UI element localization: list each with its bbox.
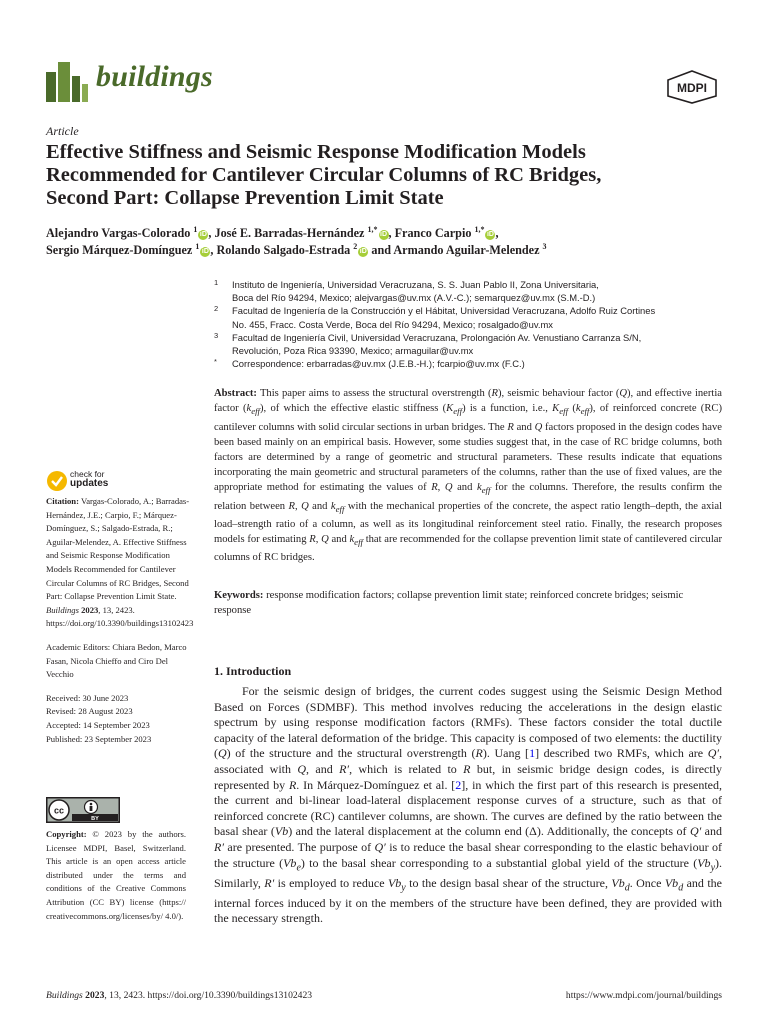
keywords: Keywords: response modification factors; collapse prevention limit state; reinforced concrete bridges; seismic response bbox=[214, 590, 684, 617]
author-name: José E. Barradas-Hernández bbox=[214, 226, 365, 240]
correspondence-item: * Correspondence: erbarradas@uv.mx (J.E.B.-H.); fcarpio@uv.mx (F.C.) bbox=[214, 357, 525, 370]
check-updates-icon bbox=[46, 470, 68, 492]
mdpi-logo-icon bbox=[666, 70, 718, 104]
article-type: Article bbox=[46, 124, 79, 138]
author-name: Franco Carpio bbox=[394, 226, 472, 240]
title-line: Recommended for Cantilever Circular Columns of RC Bridges, bbox=[46, 164, 602, 186]
copyright-notice: Copyright: © 2023 by the authors. Licensee MDPI, Basel, Switzerland. This article is an open access article distributed under the terms and conditions of the Creative Commons Attribution (CC BY) license (https:// creativecommons.org/licenses/by/ 4.0/). bbox=[46, 829, 186, 921]
orcid-icon[interactable]: iD bbox=[486, 231, 494, 238]
footer-journal-url[interactable]: https://www.mdpi.com/journal/buildings bbox=[565, 990, 722, 1001]
dates-block: Received: 30 June 2023 Revised: 28 August 2023 Accepted: 14 September 2023 Published: 23 September 2023 bbox=[46, 692, 152, 744]
orcid-icon[interactable]: iD bbox=[380, 231, 387, 238]
academic-editors: Academic Editors: Chiara Bedon, Marco Fasan, Nicola Chieffo and Ciro Del Vecchio bbox=[46, 641, 187, 680]
title-line: Second Part: Collapse Prevention Limit State bbox=[46, 187, 444, 209]
author-name: and Armando Aguilar-Melendez bbox=[371, 243, 540, 257]
affiliation-item: 2 Facultad de Ingeniería de la Construcción y el Hábitat, Universidad Veracruzana, Adolfo Ruiz Cortines No. 455, Fracc. Costa Verde, Boca del Río 94294, Mexico; rosalgado@uv.mx bbox=[214, 304, 656, 330]
cc-by-license-icon[interactable] bbox=[46, 797, 120, 823]
footer-citation: Buildings 2023, 13, 2423. https://doi.org/10.3390/buildings13102423 bbox=[46, 990, 313, 1001]
author-name: Alejandro Vargas-Colorado bbox=[46, 226, 191, 240]
orcid-icon[interactable]: iD bbox=[359, 248, 367, 255]
journal-name: buildings bbox=[96, 60, 213, 93]
reference-link[interactable]: 2 bbox=[455, 777, 462, 792]
orcid-icon[interactable]: iD bbox=[201, 248, 209, 255]
title-line: Effective Stiffness and Seismic Response Modification Models bbox=[46, 141, 586, 163]
author-name: Sergio Márquez-Domínguez bbox=[46, 243, 193, 257]
mdpi-label: MDPI bbox=[677, 81, 707, 95]
author-list: Alejandro Vargas-Colorado $^1$iD , José E. Barradas-Hernández $^{1,*}$iD , Franco Carpio $^{1,*}$iD , Sergio Márquez-Domínguez $^1$iD , Rolando Salgado-Estrada $^2$iD and Armando Aguilar-Melendez $^3$ bbox=[46, 224, 547, 257]
svg-text:cc: cc bbox=[53, 805, 65, 816]
cc-label: BY bbox=[91, 816, 99, 822]
orcid-icon[interactable]: iD bbox=[199, 231, 207, 238]
check-for-updates-button[interactable] bbox=[46, 470, 166, 494]
affiliation-item: 3 Facultad de Ingeniería Civil, Universidad Veracruzana, Prolongación Av. Venustiano Carranza S/N, Revolución, Poza Rica 93390, Mexico; armaguilar@uv.mx bbox=[214, 330, 642, 357]
section-heading-introduction: 1. Introduction bbox=[214, 664, 292, 678]
citation-block: Citation: Vargas-Colorado, A.; Barradas-Hernández, J.E.; Carpio, F.; Márquez-Domínguez, S.; Salgado-Estrada, R.; Aguilar-Melendez, A. Effective Stiffness and Seismic Response Modification Models Recommended for Cantilever Circular Columns of RC Bridges, Second Part: Collapse Prevention Limit State. Buildings 2023, 13, 2423. https://doi.org/10.3390/buildings13102423 bbox=[46, 496, 194, 629]
affiliation-item: 1 Instituto de Ingeniería, Universidad Veracruzana, S. S. Juan Pablo II, Zona Universitaria, Boca del Río 94294, Mexico; alejvargas@uv.mx (A.V.-C.); semarquez@uv.mx (S.M.-D.) bbox=[214, 278, 599, 304]
check-updates-label: check for updates bbox=[70, 469, 109, 489]
reference-link[interactable]: 1 bbox=[529, 746, 536, 761]
paper-title bbox=[46, 141, 736, 210]
article-info-sidebar bbox=[46, 495, 196, 756]
buildings-logo-icon bbox=[46, 62, 88, 102]
abstract: Abstract: This paper aims to assess the structural overstrength (R), seismic behaviour factor (Q), and effective inertia factor $(k_{eff})$, of which the effective elastic stiffness $(K_{eff})$ is a function, i.e., $K_{eff}$ $(k_{eff})$, of reinforced concrete (RC) cantilever columns with solid circular sections in urban bridges. The R and Q factors proposed in the design codes have been based mainly on an empirical basis. However, some studies suggest that, in the case of RC bridge columns, both factors are determined by a range of geometric and structural parameters. These results indicate that equations incorporating the main geometric and structural parameters of the columns, rather than the use of fixed values, are the appropriate method for estimating the values of R, Q and $k_{eff}$ for the columns. Therefore, the results confirm the relation between R, Q and $k_{eff}$ with the mechanical properties of the concrete, the aspect ratio length–depth, the axial load–strength ratio of a column, as well as its longitudinal reinforcement steel ratio. Finally, the research proposes models for estimating R, Q and $k_{eff}$ that are recommended for the collapse prevention limit state of cantilevered circular columns of RC bridges. bbox=[214, 388, 723, 564]
affiliations bbox=[214, 278, 734, 370]
introduction-paragraph: For the seismic design of bridges, the current codes suggest using the Seismic Design Method Based on Forces (SDMBF). This method involves reducing the accelerations in the design elastic spectrum by using response modification factors (RMFs). These factors consider the total ductile capacity of the lateral deformation of the bridge. This capacity is composed of two elements: the ductility (Q) of the structure and the structural overstrength (R). Uang [1] described two RMFs, which are Q′, associated with Q, and R′, which is related to R but, in seismic bridge design codes, is directly represented by R. In Márquez-Domínguez et al. [2], in which the first part of this research is presented, the current and bi-linear load-lateral displacement response curves of a structure, such as that of reinforced concrete (RC) cantilever columns, are shown. The curves are defined by the ratio between the basal shear (Vb) and the lateral displacement at the column end (Δ). Additionally, the concepts of Q′ and R′ are presented. The purpose of Q′ is to reduce the basal shear corresponding to the elastic behaviour of the structure $(Vb_e)$ to the basal shear corresponding to a substantial global yield of the structure $(Vb_y)$. Similarly, R′ is employed to reduce $Vb_y$ to the design basal shear of the structure, $Vb_d$. Once $Vb_d$ and the internal forces induced by it on the members of the structure have been defined, they are provided with the necessary strength. bbox=[214, 684, 723, 926]
author-name: Rolando Salgado-Estrada bbox=[216, 243, 351, 257]
